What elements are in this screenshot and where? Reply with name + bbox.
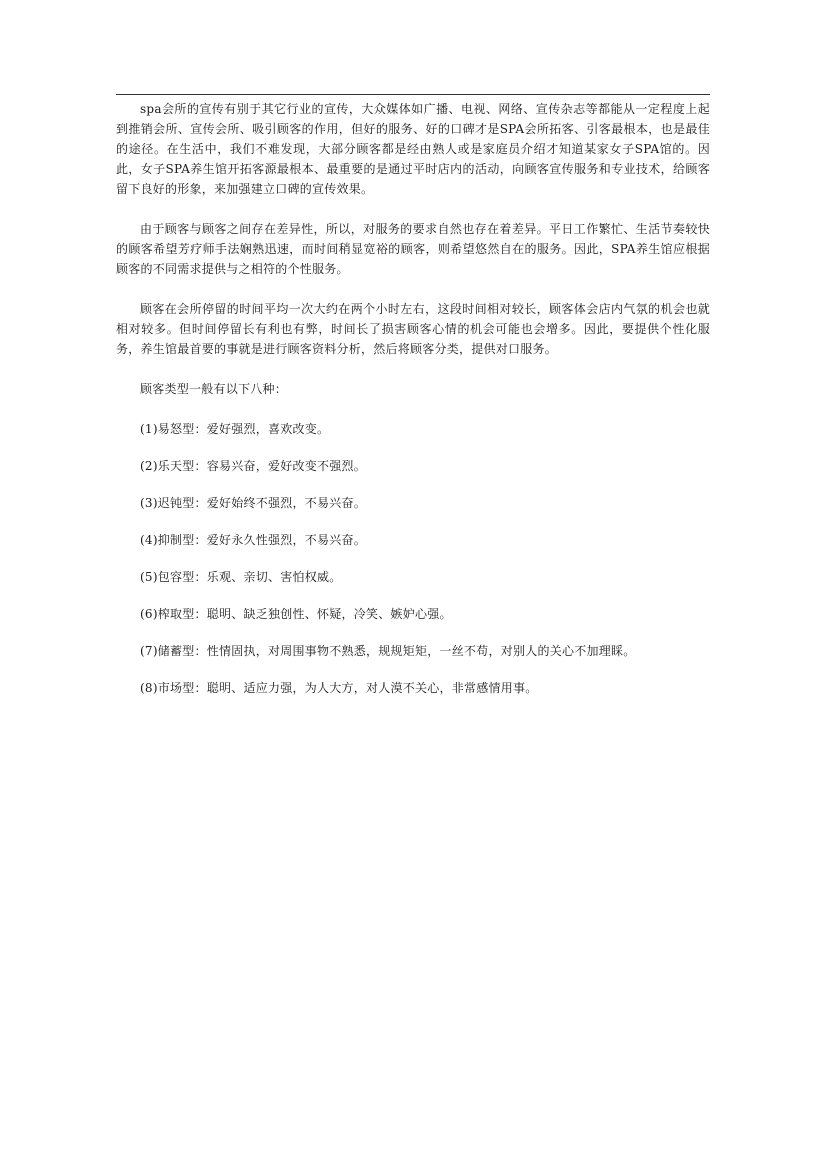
list-item: (3)迟钝型：爱好始终不强烈，不易兴奋。 (140, 496, 366, 510)
customer-type-list (116, 419, 710, 698)
paragraph-types-intro: 顾客类型一般有以下八种： (140, 382, 288, 396)
list-item: (6)榨取型：聪明、缺乏独创性、怀疑，冷笑、嫉妒心强。 (140, 607, 452, 621)
list-item: (8)市场型：聪明、适应力强，为人大方，对人漠不关心，非常感情用事。 (140, 681, 538, 695)
paragraph-stay-time: 顾客在会所停留的时间平均一次大约在两个小时左右，这段时间相对较长，顾客体会店内气氛的机会也就相对较多。但时间停留长有利也有弊，时间长了损害顾客心情的机会可能也会增多。因此，要提供个性化服务，养生馆最首要的事就是进行顾客资料分析，然后将顾客分类，提供对口服务。 (116, 302, 710, 356)
document-body (116, 99, 710, 698)
list-item: (5)包容型：乐观、亲切、害怕权威。 (140, 570, 342, 584)
header-rule (116, 94, 710, 95)
list-item: (7)储蓄型：性情固执，对周围事物不熟悉，规规矩矩，一丝不苟，对别人的关心不加理睬。 (140, 644, 636, 658)
list-item: (4)抑制型：爱好永久性强烈，不易兴奋。 (140, 533, 366, 547)
list-item: (1)易怒型：爱好强烈，喜欢改变。 (140, 422, 330, 436)
paragraph-promotion: spa会所的宣传有别于其它行业的宣传，大众媒体如广播、电视、网络、宣传杂志等都能从一定程度上起到推销会所、宣传会所、吸引顾客的作用，但好的服务、好的口碑才是SPA会所拓客、引客最根本，也是最佳的途径。在生活中，我们不难发现，大部分顾客都是经由熟人或是家庭员介绍才知道某家女子SPA馆的。因此，女子SPA养生馆开拓客源最根本、最重要的是通过平时店内的活动，向顾客宣传服务和专业技术，给顾客留下良好的形象，来加强建立口碑的宣传效果。 (116, 102, 710, 196)
list-item: (2)乐天型：容易兴奋，爱好改变不强烈。 (140, 459, 366, 473)
paragraph-differences: 由于顾客与顾客之间存在差异性，所以，对服务的要求自然也存在着差异。平日工作繁忙、生活节奏较快的顾客希望芳疗师手法娴熟迅速，而时间稍显宽裕的顾客，则希望悠然自在的服务。因此，SPA养生馆应根据顾客的不同需求提供与之相符的个性服务。 (116, 222, 710, 276)
